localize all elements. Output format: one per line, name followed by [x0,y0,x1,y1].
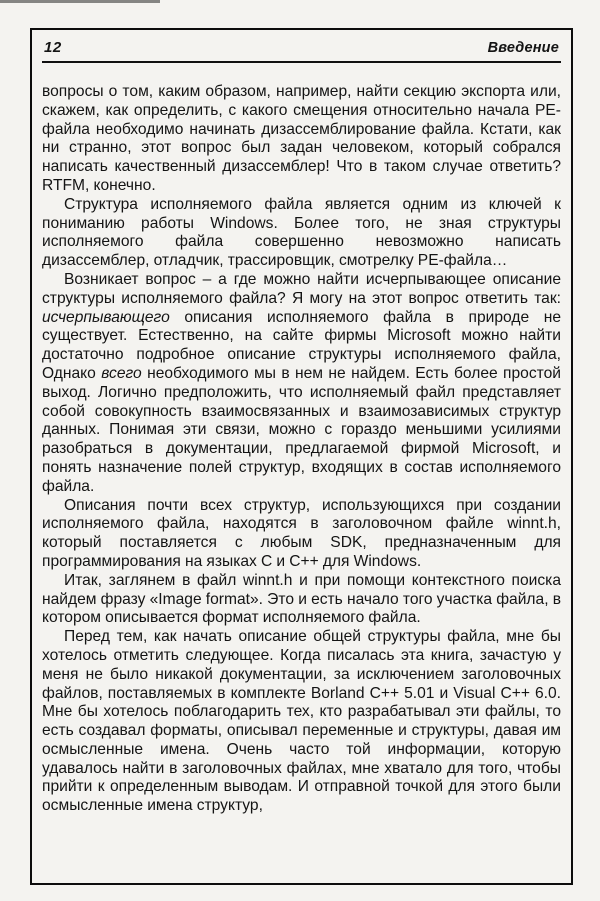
paragraph [42,271,561,497]
paragraph [42,83,561,196]
text-run: Перед тем, как начать описание общей структуры файла, мне бы хотелось отметить следующее. Когда писалась эта книга, зачастую у меня не было никакой документации, за исключением заголовочных файлов, поставляемых в комплекте Borland C++ 5.01 и Visual C++ 6.0. Мне бы хотелось поблагодарить тех, кто разрабатывал эти файлы, то есть создавал форматы, описывал переменные и структуры, давая им осмысленные имена. Очень часто той информации, которую удавалось найти в заголовочных файлах, мне хватало для того, чтобы прийти к определенным выводам. И отправной точкой для этого были осмысленные имена структур, [42,628,561,815]
text-run: Структура исполняемого файла является одним из ключей к пониманию работы Windows. Более того, не зная структуры исполняемого файла совершенно невозможно написать дизассемблер, отладчик, трассировщик, смотрелку PE-файла… [42,195,561,270]
paragraph [42,497,561,572]
italic-text-run: исчерпывающего [42,308,170,326]
text-run: Итак, заглянем в файл winnt.h и при помощи контекстного поиска найдем фразу «Image format». Это и есть начало того участка файла, в котором описывается формат исполняемого файла. [42,571,561,627]
italic-text-run: всего [101,364,142,382]
text-run: Возникает вопрос – а где можно найти исчерпывающее описание структуры исполняемого файла? Я могу на этот вопрос ответить так: [42,270,561,307]
paragraph [42,572,561,628]
scan-artifact [0,0,160,3]
page-number: 12 [44,39,62,56]
header-title: Введение [487,40,559,56]
page-header [42,37,561,63]
text-run: необходимого мы в нем не найдем. Есть более простой выход. Логично предположить, что исполняемый файл представляет собой совокупность взаимосвязанных и взаимозависимых структур данных. Понимая эти связи, можно с гораздо меньшими усилиями разобраться в документации, предлагаемой фирмой Microsoft, и понять назначение полей структур, входящих в состав исполняемого файла. [42,364,561,495]
text-run: Описания почти всех структур, использующихся при создании исполняемого файла, находятся в заголовочном файле winnt.h, который поставляется с любым SDK, предназначенным для программирования на языках C и C++ для Windows. [42,496,561,570]
paragraph [42,196,561,271]
page-body [42,83,561,816]
text-run: описания исполняемого файла в природе не существует. Естественно, на сайте фирмы Microsoft можно найти достаточно подробное описание структуры исполняемого файла, Однако [42,308,561,382]
page-frame [30,28,573,885]
paragraph [42,628,561,816]
text-run: вопросы о том, каким образом, например, найти секцию экспорта или, скажем, как определить, с какого смещения относительно начала PE-файла необходимо начинать дизассемблирование файла. Кстати, как ни странно, этот вопрос был задан человеком, который собрался написать качественный дизассемблер! Что в таком случае ответить? RTFM, конечно. [42,83,561,194]
